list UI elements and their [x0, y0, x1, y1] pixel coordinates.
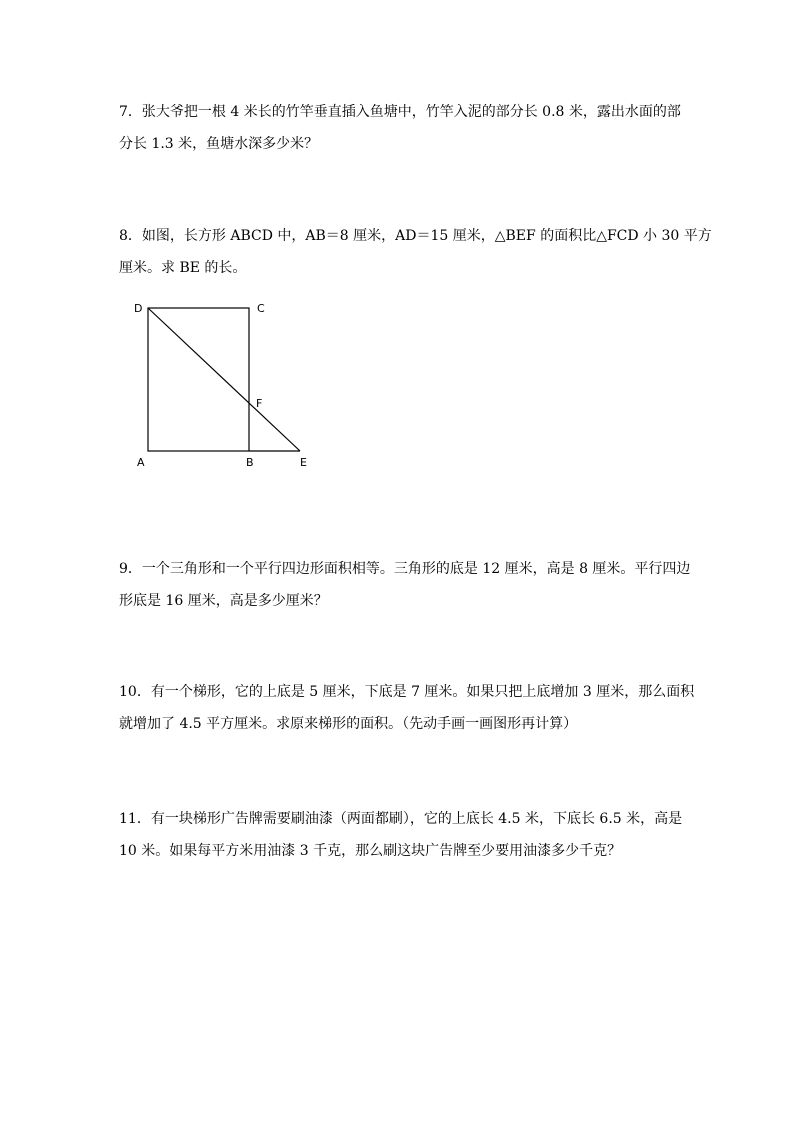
label-f: F [256, 397, 263, 410]
problem-11 [119, 803, 683, 867]
problem-9-line-2: 形底是 16 厘米，高是多少厘米？ [119, 593, 328, 609]
problem-8-line-2: 厘米。求 BE 的长。 [119, 260, 247, 276]
problem-11-line-1: 11．有一块梯形广告牌需要刷油漆（两面都刷），它的上底长 4.5 米，下底长 6.5 米，高是 [119, 811, 683, 827]
problem-9-line-1: 9．一个三角形和一个平行四边形面积相等。三角形的底是 12 厘米，高是 8 厘米。平行四边 [119, 561, 691, 577]
problem-7 [119, 96, 679, 160]
problem-10 [119, 676, 695, 740]
label-b: B [246, 456, 254, 469]
problem-10-line-2: 就增加了 4.5 平方厘米。求原来梯形的面积。（先动手画一画图形再计算） [119, 716, 578, 732]
label-e: E [300, 456, 307, 469]
problem-7-line-2: 分长 1.3 米，鱼塘水深多少米？ [119, 136, 319, 152]
problem-10-line-1: 10．有一个梯形，它的上底是 5 厘米，下底是 7 厘米。如果只把上底增加 3 厘米，那么面积 [119, 684, 695, 700]
rectangle-abcd [148, 308, 249, 451]
problem-9 [119, 553, 691, 617]
segment-de [148, 308, 300, 451]
problem-8-line-1: 8．如图，长方形 ABCD 中，AB＝8 厘米，AD＝15 厘米，△BEF 的面积比△FCD 小 30 平方 [119, 228, 712, 244]
problem-11-line-2: 10 米。如果每平方米用油漆 3 千克，那么刷这块广告牌至少要用油漆多少千克？ [119, 843, 622, 859]
label-a: A [137, 456, 145, 469]
problem-8 [119, 220, 712, 284]
rectangle-figure [128, 296, 328, 476]
label-c: C [257, 302, 265, 315]
problem-7-line-1: 7．张大爷把一根 4 米长的竹竿垂直插入鱼塘中，竹竿入泥的部分长 0.8 米，露出水面的部 [119, 104, 681, 120]
label-d: D [134, 302, 143, 315]
